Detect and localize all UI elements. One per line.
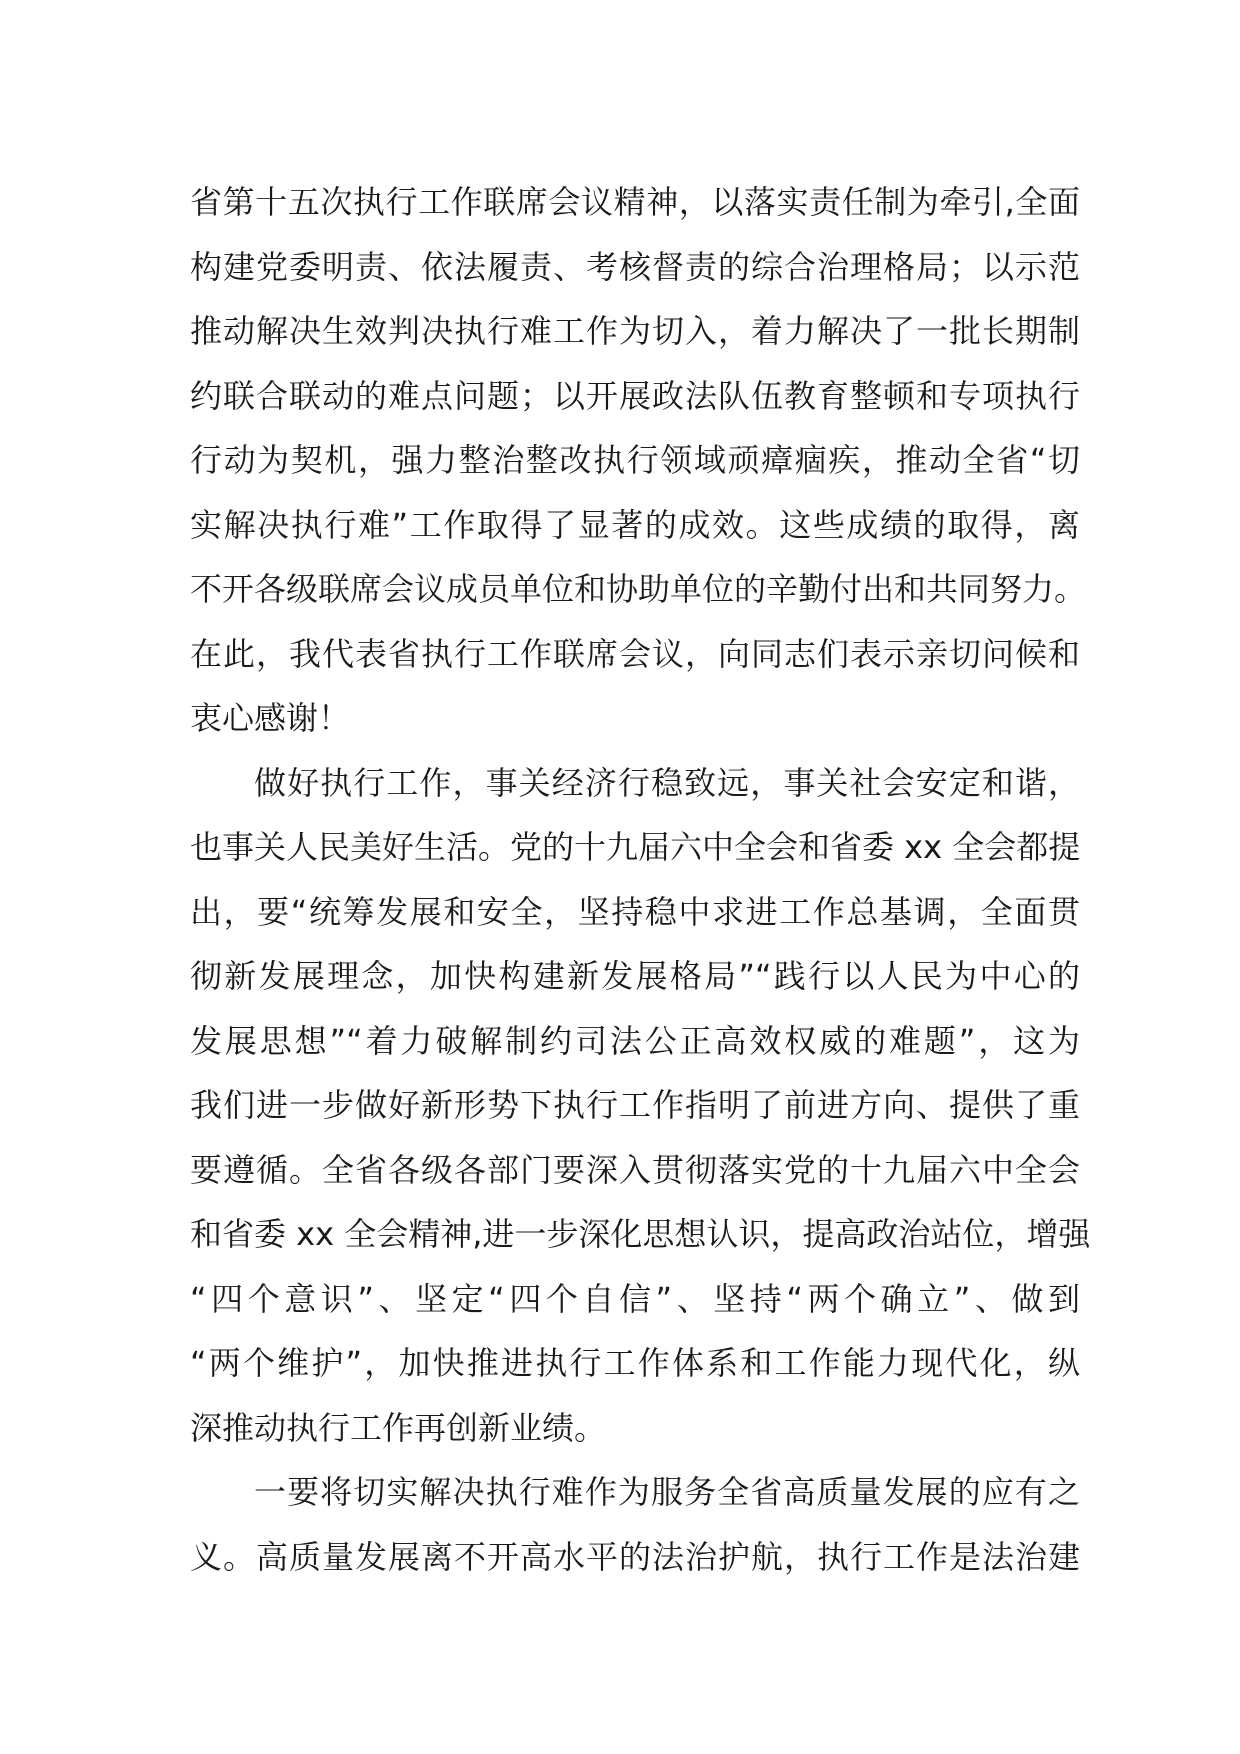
text-line: 义。高质量发展离不开高水平的法治护航，执行工作是法治建 [190, 1537, 1080, 1576]
text-line: 省第十五次执行工作联席会议精神，以落实责任制为牵引,全面 [190, 183, 1080, 221]
text-line: 彻新发展理念，加快构建新发展格局”“践行以人民为中心的 [190, 957, 1080, 995]
text-line: 和省委 xx 全会精神,进一步深化思想认识，提高政治站位，增强 [190, 1215, 1091, 1253]
text-line: 要遵循。全省各级各部门要深入贯彻落实党的十九届六中全会 [190, 1150, 1080, 1189]
text-line: 衷心感谢！ [190, 699, 351, 737]
text-line: 发展思想”“着力破解制约司法公正高效权威的难题”，这为 [190, 1021, 1080, 1060]
paragraph-1 [190, 170, 1087, 751]
text-line: 行动为契机，强力整治整改执行领域顽瘴痼疾，推动全省“切 [190, 441, 1080, 479]
text-line: 构建党委明责、依法履责、考核督责的综合治理格局；以示范 [190, 247, 1080, 286]
text-line: 我们进一步做好新形势下执行工作指明了前进方向、提供了重 [190, 1086, 1080, 1124]
text-line: 推动解决生效判决执行难工作为切入，着力解决了一批长期制 [190, 312, 1080, 350]
text-line: 出，要“统筹发展和安全，坚持稳中求进工作总基调，全面贯 [190, 892, 1080, 931]
text-line: 也事关人民美好生活。党的十九届六中全会和省委 xx 全会都提 [190, 828, 1081, 866]
document-body [190, 170, 1091, 1589]
text-line: 约联合联动的难点问题；以开展政法队伍教育整顿和专项执行 [190, 376, 1080, 415]
text-line: 实解决执行难”工作取得了显著的成效。这些成绩的取得，离 [190, 505, 1080, 544]
text-line: 在此，我代表省执行工作联席会议，向同志们表示亲切问候和 [190, 634, 1080, 673]
text-line: 深推动执行工作再创新业绩。 [190, 1408, 607, 1447]
text-line: 一要将切实解决执行难作为服务全省高质量发展的应有之 [254, 1473, 1080, 1511]
text-line: “四个意识”、坚定“四个自信”、坚持“两个确立”、做到 [190, 1279, 1080, 1318]
text-line: 不开各级联席会议成员单位和协助单位的辛勤付出和共同努力。 [190, 570, 1087, 608]
text-line: “两个维护”，加快推进执行工作体系和工作能力现代化，纵 [190, 1344, 1080, 1382]
text-line: 做好执行工作，事关经济行稳致远，事关社会安定和谐， [254, 763, 1080, 802]
paragraph-3 [190, 1460, 1080, 1589]
paragraph-2 [190, 751, 1091, 1461]
